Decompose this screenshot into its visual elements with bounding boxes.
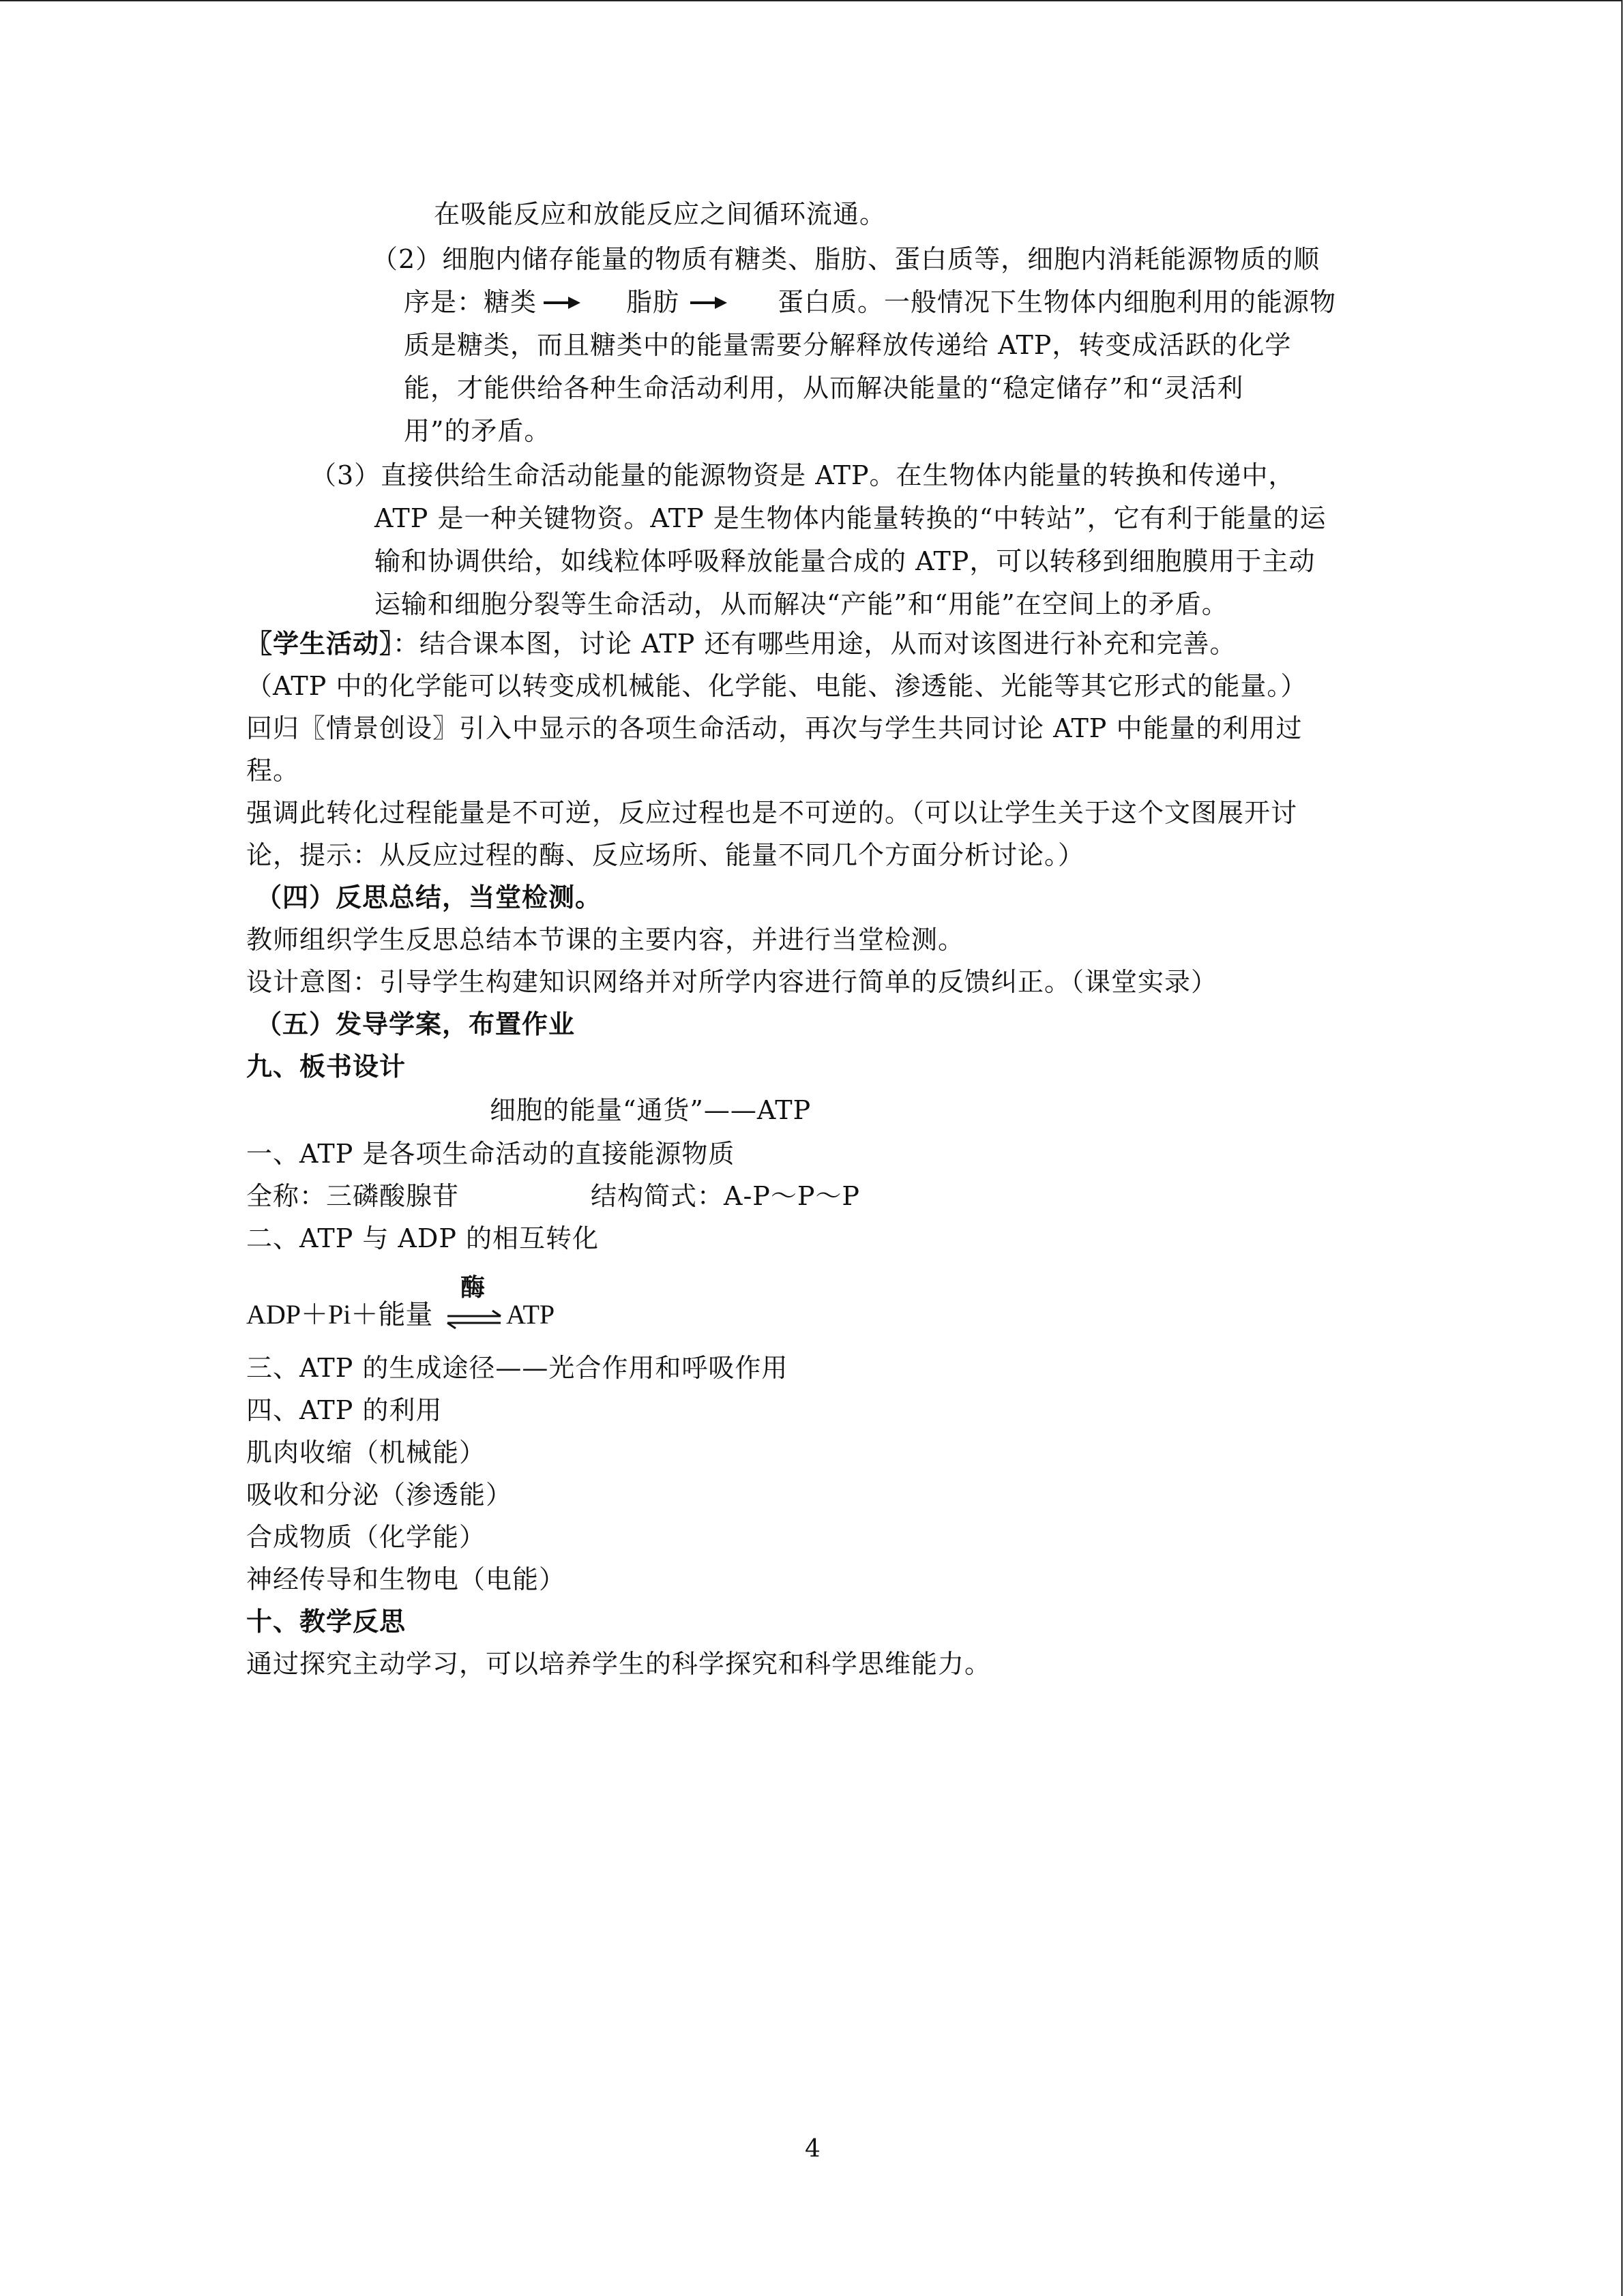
- text-line: 合成物质（化学能）: [246, 1522, 486, 1552]
- text-line: 序是：糖类: [404, 287, 537, 317]
- text-line: ATP 是一种关键物资。ATP 是生物体内能量转换的“中转站”，它有利于能量的运: [374, 503, 1327, 533]
- text-line: 强调此转化过程能量是不可逆，反应过程也是不可逆的。（可以让学生关于这个文图展开讨: [246, 798, 1298, 828]
- equation-left: ADP＋Pi＋能量: [246, 1299, 433, 1330]
- reversible-arrow-icon: [445, 1309, 503, 1330]
- text-line: 教师组织学生反思总结本节课的主要内容，并进行当堂检测。: [246, 925, 965, 955]
- text-line: 通过探究主动学习，可以培养学生的科学探究和科学思维能力。: [246, 1649, 992, 1679]
- arrow-right-icon: [690, 295, 727, 310]
- text-line: ：结合课本图，讨论 ATP 还有哪些用途，从而对该图进行补充和完善。: [393, 629, 1237, 659]
- text-line: （3）直接供给生命活动能量的能源物资是 ATP。在生物体内能量的转换和传递中，: [310, 460, 1295, 490]
- section-heading: 九、板书设计: [246, 1051, 407, 1082]
- text-line: （2）细胞内储存能量的物质有糖类、脂肪、蛋白质等，细胞内消耗能源物质的顺: [372, 244, 1320, 274]
- text-line: 脂肪: [626, 287, 680, 317]
- section-heading: （四）反思总结，当堂检测。: [256, 882, 602, 912]
- page-number: 4: [805, 2135, 821, 2163]
- text-line: 结构简式：A-P～P～P: [591, 1181, 860, 1211]
- text-line: 三、ATP 的生成途径——光合作用和呼吸作用: [246, 1353, 788, 1383]
- arrow-right-icon: [544, 295, 580, 310]
- board-title: 细胞的能量“通货”——ATP: [490, 1095, 812, 1125]
- text-line: 全称：三磷酸腺苷: [246, 1181, 460, 1211]
- text-line: 四、ATP 的利用: [246, 1395, 443, 1425]
- text-line: 一、ATP 是各项生命活动的直接能源物质: [246, 1139, 735, 1169]
- text-line: 神经传导和生物电（电能）: [246, 1564, 566, 1594]
- section-heading: （五）发导学案，布置作业: [256, 1009, 576, 1039]
- text-line: 能，才能供给各种生命活动利用，从而解决能量的“稳定储存”和“灵活利: [404, 373, 1244, 403]
- text-line: 回归〖情景创设〗引入中显示的各项生命活动，再次与学生共同讨论 ATP 中能量的利用过: [246, 713, 1303, 743]
- text-line: 运输和细胞分裂等生命活动，从而解决“产能”和“用能”在空间上的矛盾。: [374, 589, 1228, 619]
- text-line: 在吸能反应和放能反应之间循环流通。: [434, 199, 887, 229]
- text-line: 输和协调供给，如线粒体呼吸释放能量合成的 ATP，可以转移到细胞膜用于主动: [374, 546, 1316, 576]
- text-line: 论，提示：从反应过程的酶、反应场所、能量不同几个方面分析讨论。）: [246, 840, 1085, 870]
- text-line: 质是糖类，而且糖类中的能量需要分解释放传递给 ATP，转变成活跃的化学: [404, 330, 1292, 360]
- equation-right: ATP: [506, 1299, 555, 1330]
- text-line: （ATP 中的化学能可以转变成机械能、化学能、电能、渗透能、光能等其它形式的能量。）: [246, 671, 1308, 701]
- text-line: 蛋白质。一般情况下生物体内细胞利用的能源物: [778, 287, 1337, 317]
- equation-enzyme-label: 酶: [460, 1273, 486, 1302]
- text-line: 吸收和分泌（渗透能）: [246, 1480, 513, 1510]
- section-heading: 十、教学反思: [246, 1606, 407, 1637]
- text-line: 用”的矛盾。: [404, 416, 551, 446]
- text-line: 肌肉收缩（机械能）: [246, 1437, 486, 1467]
- text-line: 二、ATP 与 ADP 的相互转化: [246, 1223, 599, 1253]
- text-line: 程。: [246, 756, 300, 786]
- student-activity-heading: 〖学生活动〗: [246, 628, 394, 659]
- text-line: 设计意图：引导学生构建知识网络并对所学内容进行简单的反馈纠正。（课堂实录）: [246, 967, 1218, 997]
